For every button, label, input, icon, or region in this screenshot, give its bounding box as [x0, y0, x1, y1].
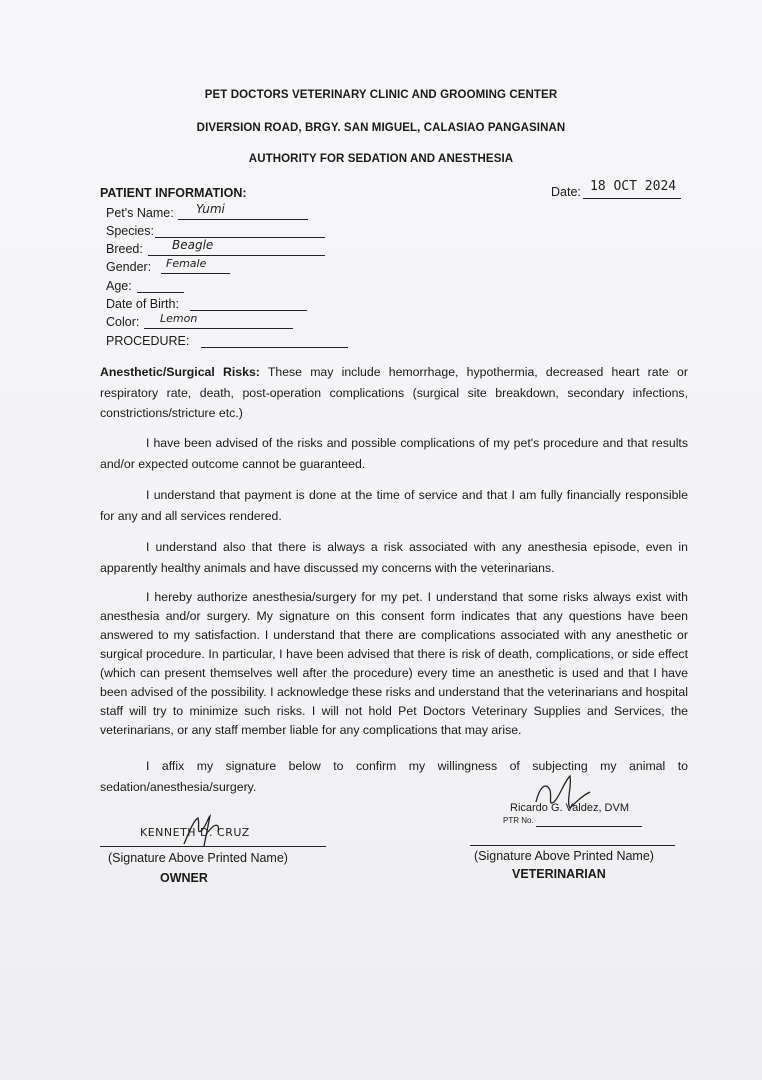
gender-value: Female: [166, 257, 207, 270]
consent-paragraph-4: I hereby authorize anesthesia/surgery for my pet. I understand that some risks always exist with anesthesia and/or surgery. My signature on this consent form indicates that any questions have been answered to my satisfaction. I understand that there are complications associated with any anesthetic or surgical procedure. In particular, I have been advised that there is risk of death, complications, or side effect (which can present themselves well after the procedure) every time an anesthetic is used and that I have been advised of the possibility. I acknowledge these risks and understand that the veterinarians and hospital staff will try to minimize such risks. I will not hold Pet Doctors Veterinary Supplies and Services, the veterinarians, or any staff member liable for any complications that may arise.: [100, 590, 688, 737]
breed-line: [148, 255, 325, 256]
date-value: 18 OCT 2024: [590, 179, 677, 194]
vet-stamp-name: Ricardo G. Valdez, DVM: [510, 802, 630, 814]
clinic-address: DIVERSION ROAD, BRGY. SAN MIGUEL, CALASIAO PANGASINAN: [196, 122, 566, 134]
dob-label: Date of Birth:: [106, 297, 179, 311]
pet-name-line: [178, 219, 308, 220]
clinic-name: PET DOCTORS VETERINARY CLINIC AND GROOMING CENTER: [204, 89, 558, 101]
date-label: Date:: [551, 185, 581, 199]
color-label: Color:: [106, 315, 140, 329]
species-label: Species:: [106, 224, 154, 238]
gender-line: [161, 273, 230, 274]
vet-signature-line: [470, 845, 675, 846]
owner-signature-line: [100, 846, 326, 847]
color-line: [144, 328, 293, 329]
color-value: Lemon: [160, 312, 198, 325]
risks-heading: Anesthetic/Surgical Risks:: [100, 365, 260, 379]
consent-paragraph-3: I understand also that there is always a risk associated with any anesthesia episode, even in apparently healthy animals and have discussed my concerns with the veterinarians.: [100, 540, 688, 575]
consent-paragraph-2: I understand that payment is done at the time of service and that I am fully financially responsible for any and all services rendered.: [100, 488, 688, 523]
pet-name-value: Yumi: [196, 202, 225, 216]
vet-caption: (Signature Above Printed Name): [474, 849, 654, 863]
vet-ptr-label: PTR No.: [503, 816, 534, 825]
vet-role: VETERINARIAN: [512, 867, 606, 881]
age-label: Age:: [106, 279, 132, 293]
breed-value: Beagle: [172, 238, 214, 252]
owner-signature-name: KENNETH D. CRUZ: [140, 826, 250, 839]
date-line: [583, 198, 681, 199]
vet-ptr-line: [536, 826, 642, 827]
breed-label: Breed:: [106, 242, 143, 256]
procedure-line: [201, 347, 348, 348]
owner-role: OWNER: [160, 871, 208, 885]
form-title: AUTHORITY FOR SEDATION AND ANESTHESIA: [248, 153, 514, 165]
pet-name-label: Pet's Name:: [106, 206, 174, 220]
owner-caption: (Signature Above Printed Name): [108, 851, 288, 865]
consent-paragraph-5: I affix my signature below to confirm my willingness of subjecting my animal to sedation/anesthesia/surgery.: [100, 759, 688, 794]
consent-paragraph-1: I have been advised of the risks and possible complications of my pet's procedure and that results and/or expected outcome cannot be guaranteed.: [100, 436, 688, 471]
procedure-label: PROCEDURE:: [106, 334, 190, 348]
gender-label: Gender:: [106, 260, 152, 274]
dob-line: [190, 310, 307, 311]
risks-text: These may include hemorrhage, hypothermia, decreased heart rate or respiratory rate, death, post-operation complications (surgical site breakdown, secondary infections, constrictions/stricture etc.): [100, 365, 688, 420]
owner-signature-scribble: [180, 810, 240, 850]
age-line: [137, 292, 184, 293]
risks-paragraph: [100, 362, 688, 424]
patient-info-heading: PATIENT INFORMATION:: [100, 186, 247, 200]
